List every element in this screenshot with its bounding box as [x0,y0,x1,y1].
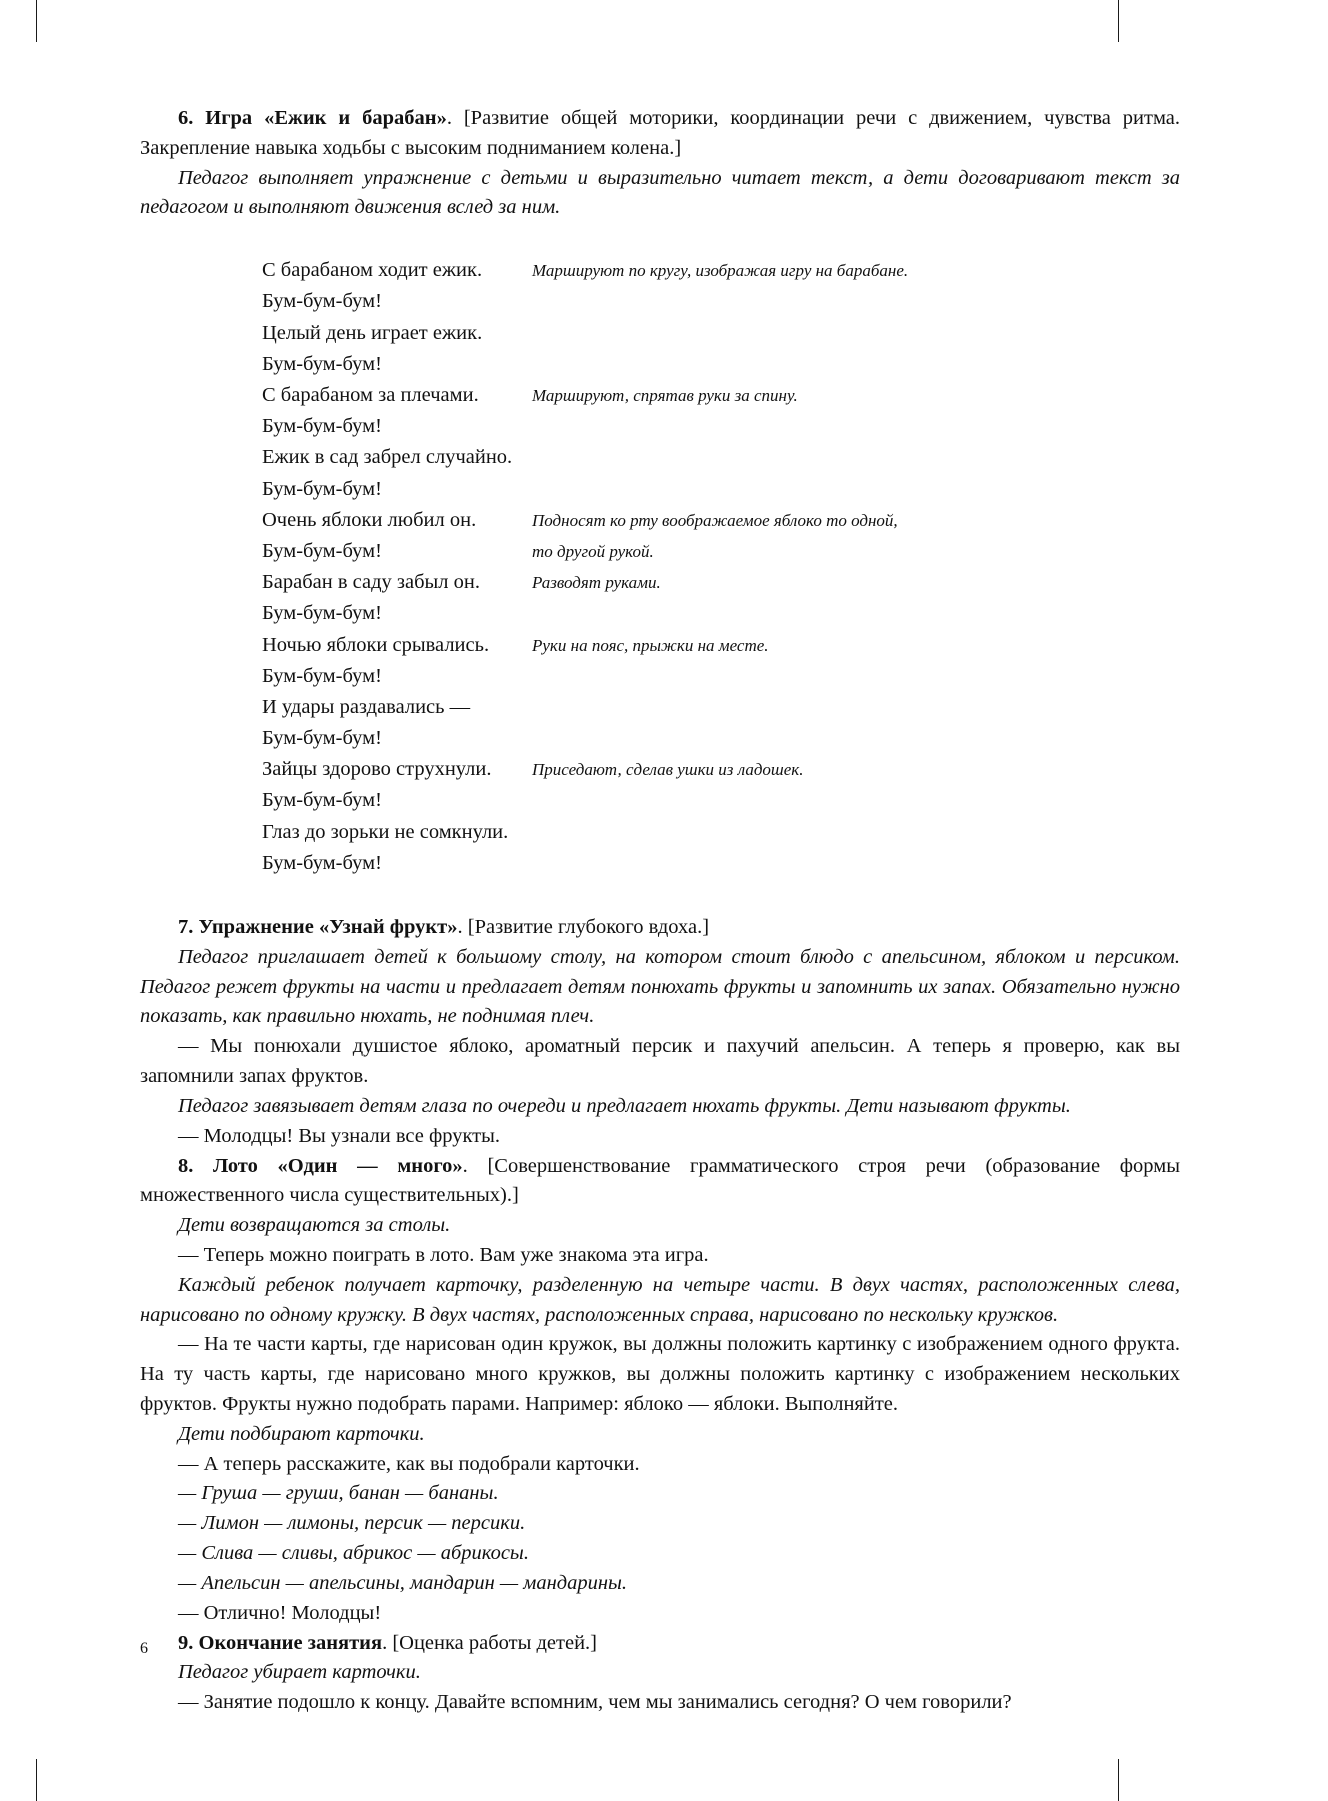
poem-ezhik-i-baraban [140,255,1180,879]
section-8-closing-line: — Отлично! Молодцы! [178,1601,382,1624]
poem-row [140,661,1180,692]
section-9-heading [140,1629,1180,1659]
section-8-title: 8. Лото «Один — много» [178,1154,463,1177]
poem-row [140,817,1180,848]
poem-line: Бум-бум-бум! [262,477,382,500]
poem-line: Бум-бум-бум! [262,851,382,874]
poem-line: Ночью яблоки срывались. [262,633,490,656]
section-6-title: 6. Игра «Ежик и барабан» [178,107,447,129]
poem-row [140,505,1180,536]
section-7-paragraph: Педагог приглашает детей к большому столу, на котором стоит блюдо с апельсином, яблоком и персиком. Педагог режет фрукты на части и предлагает детям понюхать фрукты и запомнить их запах. Обязательно нужно показать, как правильно нюхать, не поднимая плеч. [140,945,1180,1028]
section-9-bracket: . [Оценка работы детей.] [382,1631,597,1654]
poem-note: Подносят ко рту воображаемое яблоко то одной, [532,510,898,530]
section-8-answer-line: — Лимон — лимоны, персик — персики. [178,1512,526,1535]
poem-note: Разводят руками. [532,573,661,593]
section-8-paragraph: — А теперь расскажите, как вы подобрали карточки. [178,1452,640,1475]
page-number: 6 [140,1640,148,1657]
section-7-paragraph: — Молодцы! Вы узнали все фрукты. [178,1124,501,1147]
poem-line: Бум-бум-бум! [262,290,382,313]
poem-row [140,286,1180,317]
poem-row [140,411,1180,442]
poem-line: С барабаном за плечами. [262,384,479,406]
section-8-heading [140,1152,1180,1212]
poem-row [140,474,1180,505]
poem-row [140,567,1180,598]
section-7-bracket: . [Развитие глубокого вдоха.] [457,916,710,938]
crop-mark-top-right [1118,0,1119,42]
section-8-paragraph: — На те части карты, где нарисован один кружок, вы должны положить картинку с изображением одного фрукта. На ту часть карты, где нарисовано много кружков, вы должны положить картинку с изображением нескольких фруктов. Фрукты нужно подобрать парами. Например: яблоко — яблоки. Выполняйте. [140,1333,1180,1415]
section-9-paragraph: — Занятие подошло к концу. Давайте вспомним, чем мы занимались сегодня? О чем говорили? [178,1691,1012,1714]
poem-line: Бум-бум-бум! [262,789,382,812]
poem-line: Очень яблоки любил он. [262,508,477,531]
page-content [140,104,1180,1718]
section-8-paragraph: Дети возвращаются за столы. [178,1214,451,1237]
poem-row [140,598,1180,629]
poem-line: Глаз до зорьки не сомкнули. [262,820,509,843]
section-7-title: 7. Упражнение «Узнай фрукт» [178,916,458,938]
poem-line: С барабаном ходит ежик. [262,259,483,282]
poem-line: Зайцы здорово струхнули. [262,758,492,781]
poem-row [140,630,1180,661]
poem-note: Приседают, сделав ушки из ладошек. [532,760,804,780]
crop-mark-top-left [36,0,37,42]
poem-note: Руки на пояс, прыжки на месте. [532,635,769,655]
section-8-answer-line: — Груша — груши, банан — бананы. [178,1482,499,1505]
poem-line: И удары раздавались — [262,695,471,718]
crop-mark-bottom-left [36,1759,37,1801]
section-8-paragraph: Дети подбирают карточки. [178,1422,425,1445]
poem-note: Маршируют, спрятав руки за спину. [532,386,798,405]
poem-line: Ежик в сад забрел случайно. [262,446,513,469]
poem-row [140,318,1180,349]
poem-row [140,255,1180,286]
section-8-answer-line: — Слива — сливы, абрикос — абрикосы. [178,1542,529,1565]
section-8-paragraph: — Теперь можно поиграть в лото. Вам уже знакома эта игра. [178,1243,709,1266]
poem-line: Бум-бум-бум! [262,727,382,750]
poem-row [140,754,1180,785]
poem-row [140,380,1180,411]
section-6-bracket: . [Развитие общей моторики, координации речи с движением, чувства ритма. Закрепление навыка ходьбы с высоким подниманием колена.] [140,107,1181,159]
section-6-heading [140,104,1180,164]
poem-line: Бум-бум-бум! [262,602,382,625]
poem-note: то другой рукой. [532,541,654,561]
crop-mark-bottom-right [1118,1759,1119,1801]
section-8-paragraph: Каждый ребенок получает карточку, разделенную на четыре части. В двух частях, расположенных слева, нарисовано по одному кружку. В двух частях, расположенных справа, нарисовано по нескольку кружков. [140,1273,1180,1326]
section-9-paragraph: Педагог убирает карточки. [178,1661,421,1684]
poem-row [140,723,1180,754]
poem-line: Бум-бум-бум! [262,664,382,687]
poem-note: Маршируют по кругу, изображая игру на барабане. [532,261,909,281]
poem-line: Бум-бум-бум! [262,539,382,562]
poem-line: Целый день играет ежик. [262,321,483,344]
poem-line: Барабан в саду забыл он. [262,571,481,594]
poem-row [140,349,1180,380]
section-7-paragraph: Педагог завязывает детям глаза по очереди и предлагает нюхать фрукты. Дети называют фрукты. [178,1094,1071,1117]
poem-line: Бум-бум-бум! [262,352,382,375]
poem-row [140,848,1180,879]
section-6-stage-direction: Педагог выполняет упражнение с детьми и выразительно читает текст, а дети договаривают текст за педагогом и выполняют движения вслед за ним. [140,166,1180,219]
section-7-paragraph: — Мы понюхали душистое яблоко, ароматный персик и пахучий апельсин. А теперь я проверю, как вы запомнили запах фруктов. [140,1035,1180,1088]
section-8-answer-line: — Апельсин — апельсины, мандарин — мандарины. [178,1571,628,1594]
poem-row [140,442,1180,473]
poem-row [140,692,1180,723]
poem-row [140,785,1180,816]
section-8-bracket: . [Совершенствование грамматического строя речи (образование формы множественного числа существительных).] [140,1154,1180,1207]
section-9-title: 9. Окончание занятия [178,1631,383,1654]
poem-line: Бум-бум-бум! [262,415,382,438]
section-7-heading [140,913,1180,943]
poem-row [140,536,1180,567]
